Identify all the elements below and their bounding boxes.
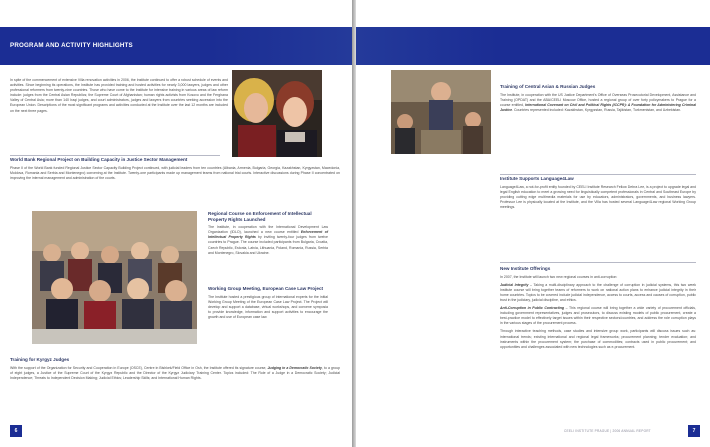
section-body: Phase II of the World Bank funded Regional Justice Sector Capacity Building Project continued, with judicial leaders from ten countries (Albania, Armenia, Bulgaria, Georgia, Kazakhstan, Kyrgyzstan, Macedonia, Moldova, Romania and Serbia and Montenegro) convening at the Institute. Twenty-one participants made up management teams from national trial courts. Interactive discussions during Phase II concentrated on improving the internal management and administration of the courts.: [10, 165, 340, 180]
central-asian-section: [500, 84, 696, 113]
section-body: The Institute, in cooperation with the International Development Law Organization (IDLO), launched a new course entitled Enforcement of Intellectual Property Rights by inviting twenty-four judges from twelve countries to Prague. The course included participants from Bulgaria, Croatia, Czech Republic, Estonia, Latvia, Lithuania, Poland, Romania, Russia, Serbia and Montenegro, Slovakia and Ukraine.: [208, 225, 328, 255]
new-offerings-section: [500, 266, 696, 350]
section-intro: In 2007, the Institute will launch two new regional courses in anti-corruption:: [500, 274, 618, 279]
language4law-section: [500, 176, 696, 210]
divider: [10, 155, 220, 156]
section-title: Training of Central Asian & Russian Judges: [500, 84, 596, 89]
header-band: [0, 27, 352, 65]
page-number: 7: [688, 425, 700, 437]
section-body: The Institute hosted a prestigious group of international experts for the initial Working Group Meeting of the European Case Law Project. The Project will develop and support a database, virtual workshops, and convene symposia to provide knowledge, information and support activities to encourage the growth and use of European case law.: [208, 294, 328, 319]
closing-paragraph: Through interactive teaching methods, case studies and intensive group work, participants will discuss issues such as: international trends; existing international and regional legal frameworks; procurement planning; tender evaluation; and instruments within the procurement system; the purchase of commodities; contracts used in public procurement; and opportunities and challenges associated with new technologies such as e-procurement.: [500, 329, 696, 349]
section-body: With the support of the Organization for Security and Cooperation in Europe (OSCE), Centre in Bishkek/Field Office in Osh, the Institute offered its signature course, Judging in a Democratic Society, to a group of eight judges, a Justice of the Supreme Court of the Kyrgyz Republic and the Director of the Kyrgyz Judiciary Training Center. Topics included: The Role of a Judge in a Democratic Society; Judicial Independence; Threats to Independent Decision Making; Judicial Ethics; Leadership Skills; and International Human Rights.: [10, 365, 340, 380]
divider: [500, 174, 696, 175]
section-body: The Institute, in cooperation with the US Justice Department's Office of Overseas Prosecutorial Development, Assistance and Training (OPDAT) and the ABA/CEELI Moscow Office, hosted a regional group of over forty policymakers to Prague for a course entitled, International Covenant on Civil and Political Rights (ICCPR): A Foundation for Administering Criminal Justice. Countries represented included: Kazakhstan, Kyrgyzstan, Russia, Tajikistan, Turkmenistan, and Uzbekistan.: [500, 92, 696, 112]
section-body: Language4Law, a not-for-profit entity founded by CEELI Institute Research Fellow Debra Lee, is a project to upgrade legal and legal English education to meet a growing need for linguistically competent professionals in Central and Southeast Europe by providing cutting edge multimedia materials for use by educators, administrators, governments, and business lawyers. Professor Lee is physically located at the Institute, and the Villa has hosted several Language4Law regional Working Group meetings.: [500, 184, 696, 209]
section-title: New Institute Offerings: [500, 266, 551, 271]
kyrgyz-section: [10, 357, 340, 381]
judges-course-photo: [32, 211, 197, 344]
page-title: PROGRAM AND ACTIVITY HIGHLIGHTS: [10, 42, 133, 49]
section-title: Regional Course on Enforcement of Intellectual Property Rights Launched: [208, 211, 312, 222]
divider: [500, 262, 696, 263]
intro-paragraph: In spite of the commencement of extensive Villa renovation activities in 2006, the Institute continued to offer a robust schedule of events and activities. Since beginning its operations, the Institute has provided training and hosted activities for nearly 3,000 lawyers, judges and other professional reformers from twenty-nine countries. Those who have come to the Institute for intensive training in various areas of law reform include: judges from the Central Asian Republics; the Supreme Court of Afghanistan; human rights activists from Kosovo and the Ferghana Valley of Central Asia; more than 140 Iraqi judges, and court administrators, judges and lawyers from countries seeking accession into the European Union. Descriptions of the most significant programs and activities conducted at the Institute over the last 12 months are included on the next three pages.: [10, 78, 228, 113]
public-contracting-paragraph: Anti-Corruption in Public Contracting – This regional course will bring together a wide variety of procurement officials, including government representatives, judges and prosecutors, to discuss existing models of public procurement, create a best-practice model to effectively target issues within their respective sectors/countries, and address the role corruption plays in the various stages of the procurement process.: [500, 306, 696, 326]
working-group-section: [208, 286, 328, 320]
footer-text: CEELI INSTITUTE PRAGUE | 2006 ANNUAL REPORT: [564, 429, 651, 433]
section-title: World Bank Regional Project on Building Capacity in Justice Sector Management: [10, 157, 188, 162]
judges-lecture-photo: [391, 70, 491, 154]
women-photo: [232, 70, 322, 157]
section-title: Working Group Meeting, European Case Law Project: [208, 286, 324, 291]
section-title: Institute Supports Language4Law: [500, 176, 574, 181]
section-title: Training for Kyrgyz Judges: [10, 357, 70, 362]
right-page: [356, 0, 710, 447]
page-number: 6: [10, 425, 22, 437]
regional-course-section: [208, 211, 328, 256]
left-page: [0, 0, 352, 447]
header-band: [356, 27, 710, 65]
world-bank-section: [10, 157, 340, 181]
judicial-integrity-paragraph: Judicial Integrity – Taking a multi-disciplinary approach to the challenge of corruption in judicial systems, this two week Institute course will bring together teams of reformers to work on national action plans to enhance judicial integrity in their home countries. Topics to be covered include judicial independence, access to courts, access and causes of corruption, public trust in the judiciary, judicial discipline, and ethics.: [500, 282, 697, 302]
